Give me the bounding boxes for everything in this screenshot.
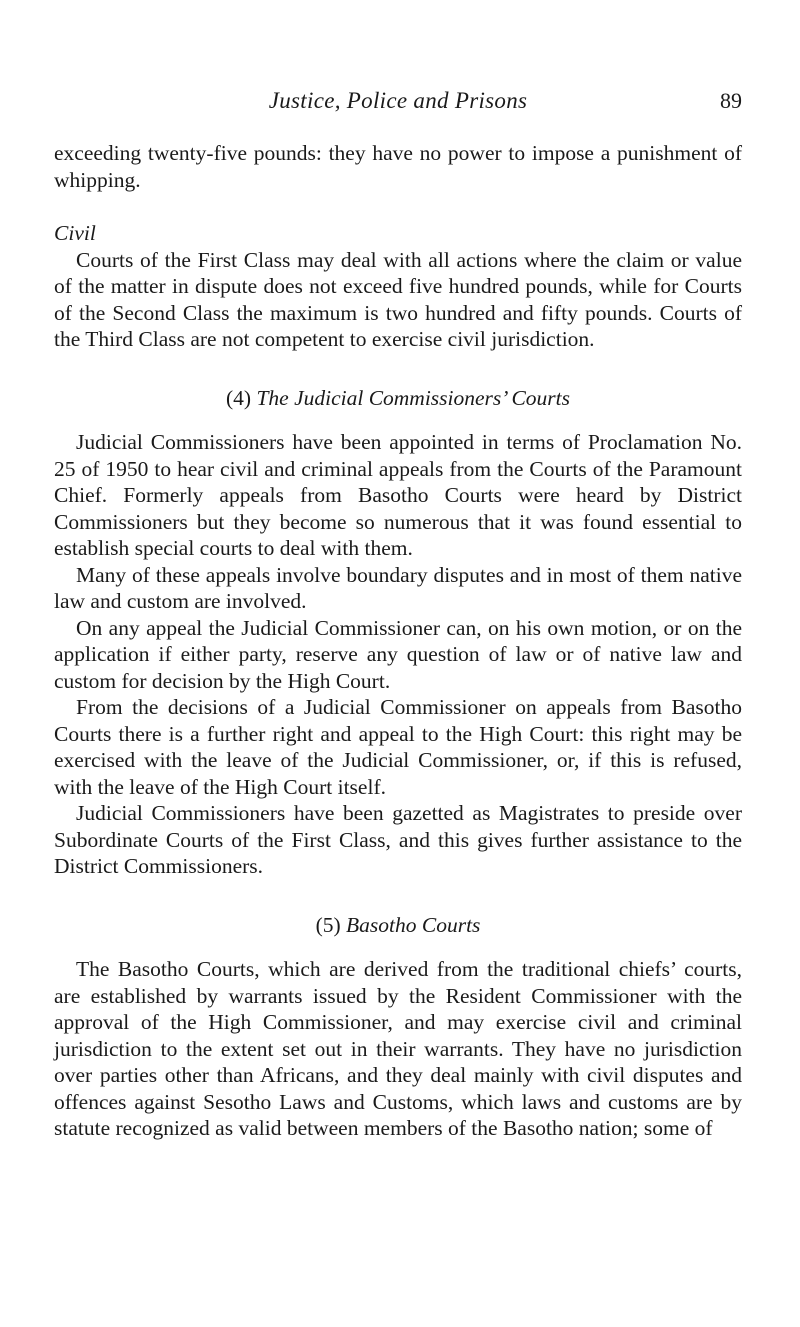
page-number: 89 [720, 88, 742, 113]
paragraph: The Basotho Courts, which are derived from the traditional chiefs’ courts, are established by warrants issued by the Resident Commissioner with the approval of the High Commissioner, and may exercise civil and criminal jurisdiction to the extent set out in their warrants. They have no jurisdiction over parties other than Africans, and they deal mainly with civil disputes and offences against Sesotho Laws and Customs, which laws and customs are by statute recognized as valid between members of the Basotho nation; some of [54, 957, 742, 1140]
paragraph: Judicial Commissioners have been appointed in terms of Proclamation No. 25 of 1950 to hear civil and criminal appeals from the Courts of the Paramount Chief. Formerly appeals from Basotho Courts were heard by District Commissioners but they become so numerous that it was found essential to establish special courts to deal with them. [54, 430, 742, 560]
running-title: Justice, Police and Prisons [268, 88, 528, 113]
running-head [54, 88, 742, 118]
paragraph: Judicial Commissioners have been gazetted as Magistrates to preside over Subordinate Courts of the First Class, and this gives further assistance to the District Commissioners. [54, 801, 742, 878]
section-number: (5) [315, 912, 341, 937]
paragraph: From the decisions of a Judicial Commissioner on appeals from Basotho Courts there is a further right and appeal to the High Court: this right may be exercised with the leave of the Judicial Commissioner, or, if this is refused, with the leave of the High Court itself. [54, 695, 742, 799]
paragraph-civil: Courts of the First Class may deal with all actions where the claim or value of the matter in dispute does not exceed five hundred pounds, while for Courts of the Second Class the maximum is two hundred and fifty pounds. Courts of the Third Class are not competent to exercise civil jurisdiction. [54, 247, 742, 351]
section-number: (4) [225, 385, 252, 410]
paragraph-continuation: exceeding twenty-five pounds: they have no power to impose a punishment of whipping. [54, 141, 742, 192]
paragraph: On any appeal the Judicial Commissioner can, on his own motion, or on the application if either party, reserve any question of law or of native law and custom for decision by the High Court. [54, 615, 742, 693]
page-body [54, 140, 742, 1142]
subheading-civil: Civil [54, 221, 96, 245]
section-heading-4 [54, 385, 742, 412]
section-title: The Judicial Commissioners’ Courts [256, 385, 570, 410]
section-title: Basotho Courts [346, 912, 481, 937]
paragraph: Many of these appeals involve boundary disputes and in most of them native law and custom are involved. [54, 562, 742, 613]
section-heading-5 [54, 912, 742, 939]
